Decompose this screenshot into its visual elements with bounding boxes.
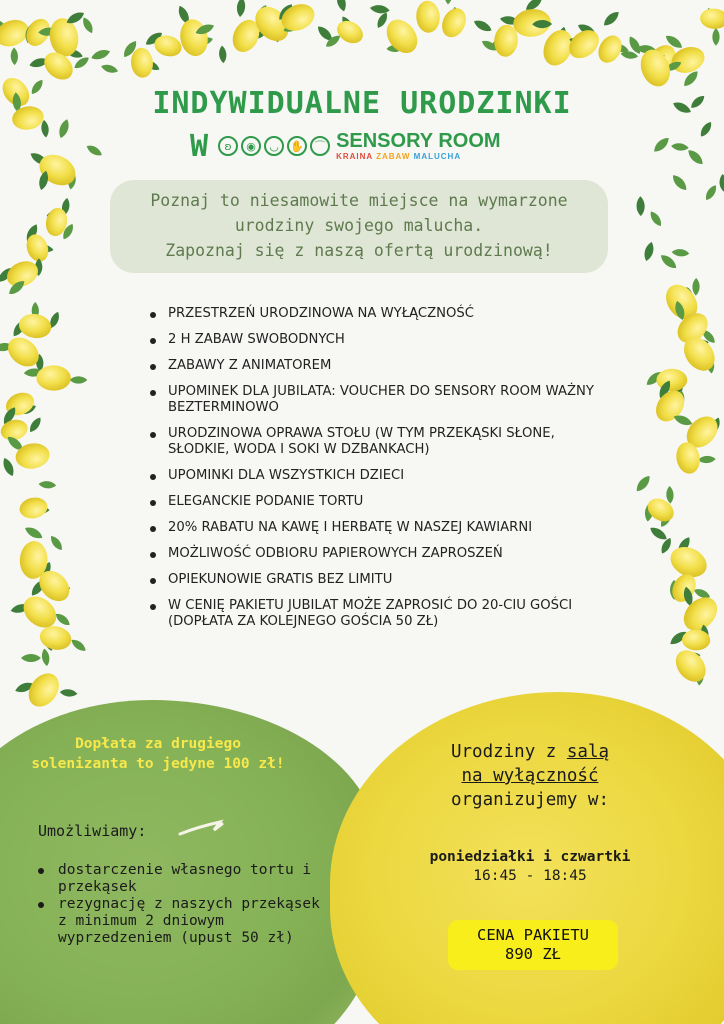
leaf-shape	[524, 0, 545, 13]
feature-item: UPOMINKI DLA WSZYSTKICH DZIECI	[148, 468, 598, 484]
lemon-shape	[177, 17, 211, 59]
enable-item: dostarczenie własnego tortu i przekąsek	[34, 862, 324, 896]
leaf-shape	[65, 10, 86, 27]
leaf-shape	[121, 39, 139, 60]
lemon-shape	[380, 14, 423, 59]
features-list	[148, 306, 598, 640]
lemon-shape	[17, 590, 62, 634]
leaf-shape	[677, 390, 685, 408]
leaf-shape	[648, 209, 664, 228]
leaf-shape	[8, 395, 29, 412]
leaf-shape	[46, 207, 67, 220]
leaf-shape	[52, 584, 71, 595]
leaf-shape	[712, 28, 719, 46]
leaf-shape	[644, 52, 665, 64]
lemon-shape	[152, 32, 184, 59]
leaf-shape	[340, 15, 355, 34]
leaf-shape	[29, 577, 48, 598]
leaf-shape	[27, 27, 43, 46]
leaf-shape	[54, 611, 72, 628]
leaf-shape	[648, 67, 666, 84]
exclusive-text: Urodziny z	[450, 742, 567, 762]
lemon-shape	[678, 331, 721, 376]
leaf-shape	[40, 561, 53, 580]
lemon-shape	[665, 541, 711, 583]
feature-item: ELEGANCKIE PODANIE TORTU	[148, 494, 598, 510]
leaf-shape	[21, 654, 41, 662]
leaf-shape	[37, 170, 50, 191]
leaf-shape	[658, 510, 674, 529]
leaf-shape	[689, 338, 710, 350]
leaf-shape	[195, 35, 214, 47]
leaf-shape	[28, 150, 49, 167]
leaf-shape	[85, 143, 104, 158]
leaf-shape	[32, 302, 39, 320]
leaf-shape	[247, 30, 266, 41]
lemon-shape	[0, 15, 32, 51]
leaf-shape	[24, 368, 44, 377]
lemon-shape	[14, 441, 52, 471]
lemon-shape	[3, 257, 42, 292]
leaf-shape	[28, 56, 49, 69]
leaf-shape	[700, 624, 710, 642]
leaf-shape	[651, 135, 671, 154]
leaf-shape	[0, 16, 8, 31]
leaf-shape	[686, 147, 706, 167]
leaf-shape	[67, 171, 77, 190]
schedule-hours: 16:45 - 18:45	[473, 868, 587, 884]
lemon-shape	[672, 307, 714, 348]
brand-name: SENSORY ROOM	[336, 130, 501, 152]
leaf-shape	[61, 197, 71, 216]
price-label: CENA PAKIETU	[477, 926, 589, 944]
leaf-shape	[664, 33, 685, 51]
leaf-shape	[57, 118, 71, 139]
lemon-shape	[0, 417, 30, 444]
lemon-shape	[34, 149, 81, 192]
lemon-shape	[636, 45, 675, 90]
lemon-shape	[228, 15, 265, 56]
price-badge	[448, 920, 618, 970]
intro-line: urodziny swojego malucha.	[234, 216, 484, 235]
leaf-shape	[48, 310, 62, 329]
leaf-shape	[675, 535, 692, 556]
leaf-shape	[5, 434, 25, 453]
leaf-shape	[671, 142, 689, 151]
leaf-shape	[315, 24, 335, 44]
leaf-shape	[480, 38, 499, 53]
lemon-shape	[682, 629, 710, 650]
leaf-shape	[419, 8, 436, 29]
leaf-shape	[657, 379, 674, 400]
lemon-shape	[38, 623, 74, 652]
leaf-shape	[576, 22, 597, 38]
feature-item: ZABAWY Z ANIMATOREM	[148, 358, 598, 374]
lemon-shape	[660, 279, 704, 326]
leaf-shape	[692, 278, 700, 296]
feature-item: PRZESTRZEŃ URODZINOWA NA WYŁĄCZNOŚĆ	[148, 306, 598, 322]
leaf-shape	[698, 120, 714, 139]
second-celebrant-note: Dopłata za drugiego solenizanta to jedyne 100 zł!	[31, 736, 285, 772]
feature-item: UPOMINEK DLA JUBILATA: VOUCHER DO SENSORY ROOM WAŻNY BEZTERMINOWO	[148, 384, 598, 416]
leaf-shape	[642, 241, 655, 262]
exclusive-text-underlined: salą	[566, 742, 610, 762]
leaf-shape	[72, 55, 90, 71]
leaf-shape	[0, 265, 15, 285]
leaf-shape	[719, 174, 724, 192]
leaf-shape	[90, 47, 111, 61]
leaf-shape	[415, 16, 433, 33]
leaf-shape	[335, 0, 348, 12]
leaf-shape	[703, 183, 719, 202]
feature-item: W CENIĘ PAKIETU JUBILAT MOŻE ZAPROSIĆ DO 20-CIU GOŚCI (DOPŁATA ZA KOLEJNEGO GOŚCIA 50 ZŁ)	[148, 598, 598, 630]
hand-icon: ✋	[287, 136, 307, 156]
leaf-shape	[40, 120, 49, 138]
lemon-shape	[21, 15, 54, 51]
leaf-shape	[10, 318, 28, 339]
leaf-shape	[682, 586, 694, 607]
leaf-shape	[611, 42, 630, 54]
leaf-shape	[680, 651, 701, 662]
leaf-shape	[32, 506, 50, 514]
leaf-shape	[705, 6, 722, 27]
leaf-shape	[236, 0, 246, 17]
leaf-shape	[672, 413, 693, 428]
ear-icon: ʚ	[218, 136, 238, 156]
feature-item: OPIEKUNOWIE GRATIS BEZ LIMITU	[148, 572, 598, 588]
leaf-shape	[698, 455, 716, 463]
leaf-shape	[670, 580, 678, 600]
lemon-shape	[249, 0, 296, 47]
feature-item: MOŻLIWOŚĆ ODBIORU PAPIEROWYCH ZAPROSZEŃ	[148, 546, 598, 562]
leaf-shape	[696, 668, 705, 686]
leaf-shape	[7, 278, 27, 297]
leaf-shape	[270, 24, 281, 43]
feature-item: URODZINOWA OPRAWA STOŁU (W TYM PRZEKĄSKI SŁONE, SŁODKIE, WODA I SOKI W DZBANKACH)	[148, 426, 598, 458]
lemon-shape	[699, 7, 724, 30]
leaf-shape	[671, 248, 689, 257]
leaf-shape	[157, 36, 173, 55]
leaf-shape	[324, 33, 342, 49]
leaf-shape	[670, 173, 689, 193]
leaf-shape	[658, 252, 678, 271]
lemon-shape	[681, 410, 724, 453]
lemon-shape	[594, 31, 626, 66]
enable-item: rezygnację z naszych przekąsek z minimum 2 dniowym wyprzedzeniem (upust 50 zł)	[34, 896, 324, 947]
leaf-shape	[626, 35, 643, 56]
leaf-shape	[395, 24, 416, 38]
leaf-shape	[34, 443, 51, 461]
leaf-shape	[672, 381, 685, 400]
leaf-shape	[65, 47, 84, 59]
lemon-shape	[19, 540, 49, 579]
feature-item: 2 H ZABAW SWOBODNYCH	[148, 332, 598, 348]
leaf-shape	[682, 561, 701, 577]
leaf-shape	[386, 44, 404, 52]
leaf-shape	[35, 243, 54, 253]
leaf-shape	[499, 15, 520, 27]
leaf-shape	[35, 258, 43, 276]
leaf-shape	[24, 23, 36, 44]
lemon-shape	[333, 16, 367, 47]
leaf-shape	[100, 63, 119, 75]
leaf-shape	[59, 688, 77, 697]
price-value: 890 ZŁ	[505, 945, 561, 963]
leaf-shape	[444, 0, 453, 5]
lemon-shape	[668, 570, 701, 606]
leaf-shape	[142, 58, 161, 73]
lemon-shape	[564, 24, 605, 64]
leaf-shape	[709, 416, 722, 435]
leaf-shape	[14, 680, 35, 695]
leaf-shape	[24, 223, 40, 244]
lemon-shape	[43, 206, 69, 238]
lemon-shape	[677, 591, 723, 637]
lemon-shape	[39, 47, 78, 85]
leaf-shape	[693, 587, 712, 601]
leaf-shape	[38, 480, 56, 489]
lemon-shape	[130, 47, 155, 79]
leaf-shape	[276, 2, 295, 22]
leaf-shape	[666, 486, 674, 504]
lemon-shape	[47, 16, 81, 59]
leaf-shape	[601, 9, 621, 28]
leaf-shape	[671, 290, 692, 302]
schedule-days-text: poniedziałki i czwartki	[429, 849, 631, 865]
lemon-shape	[512, 7, 552, 38]
leaf-shape	[38, 27, 58, 37]
leaf-shape	[61, 222, 76, 241]
leaf-shape	[18, 403, 37, 417]
leaf-shape	[644, 369, 664, 388]
lemon-shape	[493, 24, 519, 58]
leaf-shape	[176, 4, 192, 25]
nose-icon: ⌒	[310, 136, 330, 156]
leaf-shape	[10, 47, 18, 65]
leaf-shape	[81, 16, 96, 35]
leaf-shape	[0, 342, 14, 352]
enable-label: Umożliwiamy:	[38, 822, 147, 840]
leaf-shape	[668, 629, 689, 647]
leaf-shape	[568, 36, 587, 49]
feature-item: 20% RABATU NA KAWĘ I HERBATĘ W NASZEJ KAWIARNI	[148, 520, 598, 536]
leaf-shape	[70, 376, 88, 383]
brand-logo-text	[336, 131, 500, 161]
leaf-shape	[27, 416, 43, 435]
brand-sub-word: KRAINA	[336, 152, 373, 161]
leaf-shape	[194, 22, 215, 37]
leaf-shape	[636, 196, 645, 216]
leaf-shape	[648, 525, 669, 543]
leaf-shape	[42, 631, 56, 652]
intro-box	[110, 180, 608, 273]
lemon-shape	[674, 440, 703, 475]
lemon-shape	[643, 494, 677, 526]
intro-line: Zapoznaj się z naszą ofertą urodzinową!	[165, 241, 553, 260]
leaf-shape	[21, 551, 42, 569]
brand-subtitle	[336, 153, 500, 161]
senses-icons	[218, 136, 330, 156]
leaf-shape	[472, 18, 493, 34]
exclusive-line-3: organizujemy w:	[450, 790, 610, 810]
lemon-shape	[22, 668, 65, 713]
lemon-shape	[23, 231, 52, 265]
exclusive-line-1	[410, 740, 650, 764]
leaf-shape	[706, 356, 715, 374]
leaf-shape	[683, 286, 695, 305]
enable-list	[34, 862, 324, 947]
brand-w-letter: W	[190, 128, 209, 164]
lemon-shape	[538, 25, 578, 70]
lemon-shape	[33, 565, 75, 607]
brand-sub-word: ZABAW	[376, 152, 411, 161]
leaf-shape	[556, 26, 567, 45]
lemon-shape	[2, 332, 44, 373]
brand-row	[190, 128, 501, 164]
leaf-shape	[687, 50, 702, 69]
leaf-shape	[451, 7, 459, 25]
exclusive-line-2: na wyłączność	[461, 766, 599, 786]
leaf-shape	[700, 328, 717, 346]
lemon-shape	[650, 385, 690, 427]
lemon-shape	[2, 389, 37, 420]
leaf-shape	[677, 446, 698, 459]
lemon-shape	[438, 4, 471, 41]
exclusive-info	[410, 740, 650, 812]
leaf-shape	[634, 473, 653, 493]
leaf-shape	[282, 21, 301, 34]
leaf-shape	[636, 44, 656, 54]
leaf-shape	[697, 614, 713, 632]
leaf-shape	[254, 3, 270, 24]
leaf-shape	[369, 4, 390, 15]
leaf-shape	[1, 405, 19, 426]
leaf-shape	[41, 648, 51, 667]
brand-sub-word: MALUCHA	[413, 152, 462, 161]
leaf-shape	[516, 26, 534, 33]
leaf-shape	[532, 20, 552, 28]
leaf-shape	[36, 354, 44, 372]
leaf-shape	[22, 498, 43, 513]
lemon-shape	[17, 312, 53, 341]
eye-icon: ◉	[241, 136, 261, 156]
leaf-shape	[644, 501, 655, 522]
lemon-shape	[668, 43, 708, 77]
leaf-shape	[1, 456, 17, 477]
arrow-doodle-icon	[176, 816, 226, 840]
leaf-shape	[659, 536, 674, 555]
leaf-shape	[673, 300, 686, 321]
leaf-shape	[664, 59, 683, 73]
leaf-shape	[218, 45, 227, 63]
leaf-shape	[144, 30, 165, 48]
leaf-shape	[23, 524, 44, 541]
leaf-shape	[10, 602, 31, 615]
schedule-days	[390, 848, 670, 886]
lemon-shape	[18, 495, 49, 520]
lemon-shape	[643, 40, 680, 78]
leaf-shape	[375, 11, 390, 30]
lemon-shape	[670, 644, 712, 687]
leaf-shape	[620, 50, 639, 60]
lemon-shape	[415, 0, 441, 33]
page-title: INDYWIDUALNE URODZINKI	[152, 86, 572, 121]
leaf-shape	[48, 534, 64, 552]
lemon-shape	[277, 0, 318, 36]
mouth-icon: ◡	[264, 136, 284, 156]
leaf-shape	[490, 35, 509, 48]
leaf-shape	[69, 637, 87, 653]
lemon-shape	[36, 365, 71, 391]
lemon-shape	[656, 369, 687, 392]
intro-line: Poznaj to niesamowite miejsce na wymarzone	[150, 191, 568, 210]
